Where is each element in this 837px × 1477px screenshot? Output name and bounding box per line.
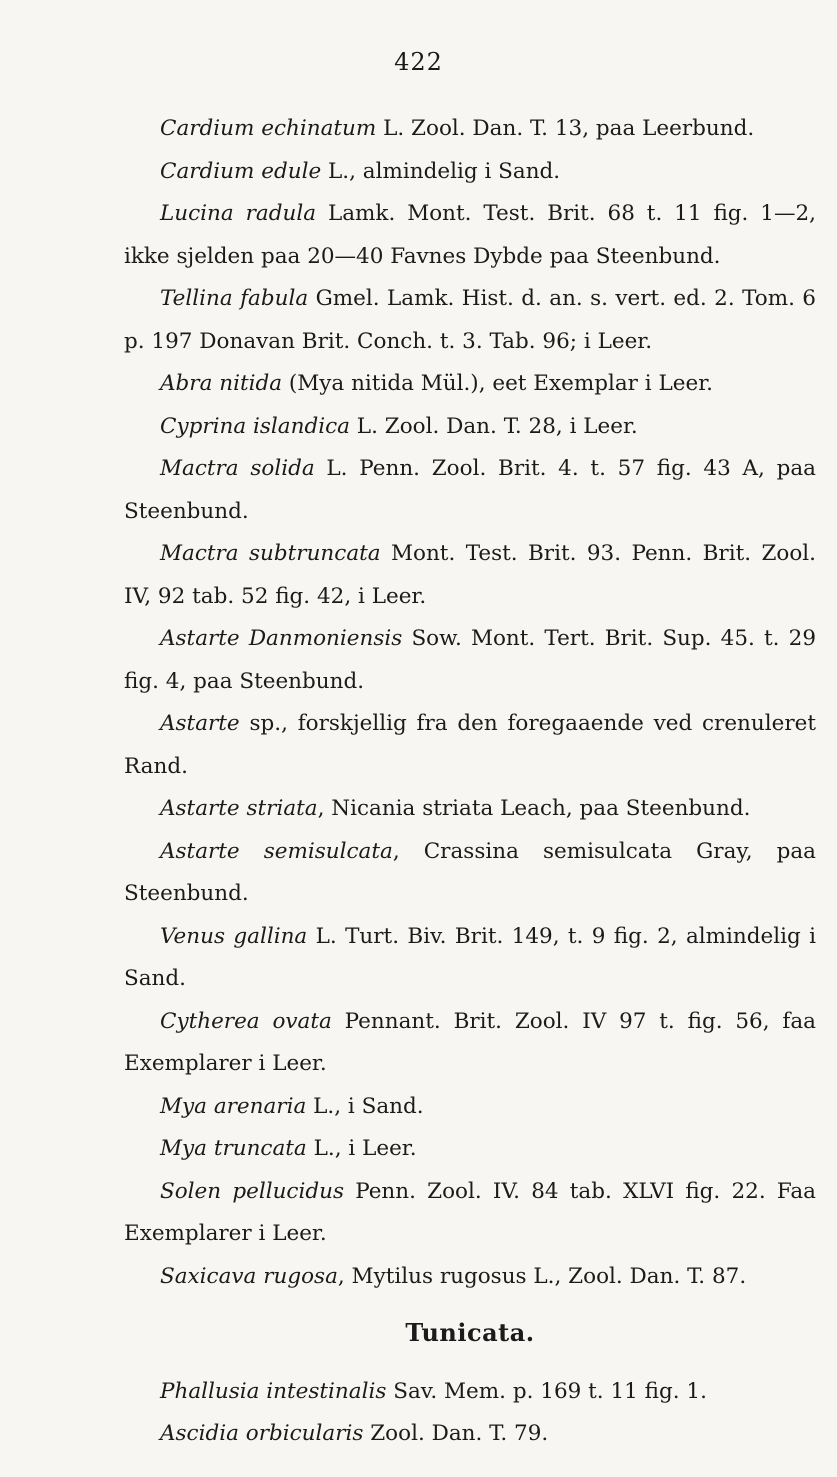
species-entry — [124, 916, 816, 1001]
entry-text: L., i Sand. — [306, 1093, 424, 1119]
species-entry — [124, 703, 816, 788]
species-name: Astarte striata — [160, 796, 318, 821]
species-entry — [124, 193, 816, 278]
species-name: Mya arenaria — [160, 1093, 307, 1119]
species-entry — [124, 1171, 816, 1256]
entry-text: L., almindelig i Sand. — [321, 158, 561, 184]
species-name: Phallusia intestinalis — [160, 1378, 387, 1404]
species-entry — [124, 533, 816, 618]
entry-text: L. Zool. Dan. T. 13, paa Leerbund. — [376, 116, 755, 141]
entry-text: , Crassina semisulcata Gray, paa Steenbund. — [124, 838, 816, 906]
species-entry — [124, 1086, 816, 1129]
entry-text: Pennant. Brit. Zool. IV 97 t. fig. 56, faa Exemplarer i Leer. — [124, 1008, 817, 1076]
species-entry — [124, 108, 816, 151]
species-name: Astarte Danmoniensis — [160, 626, 403, 651]
species-entry — [124, 618, 816, 703]
species-name: Cyprina islandica — [160, 413, 350, 439]
species-name: Ascidia orbicularis — [160, 1421, 364, 1446]
species-name: Abra nitida — [160, 371, 283, 396]
species-list-tunicata — [124, 1371, 816, 1456]
page-number: 422 — [394, 48, 443, 76]
species-entry — [124, 1001, 816, 1086]
species-entry — [124, 448, 816, 533]
species-name: Lucina radula — [160, 201, 317, 226]
species-entry — [124, 1128, 816, 1171]
species-name: Cardium edule — [160, 158, 322, 184]
species-name: Astarte — [160, 711, 240, 736]
entry-text: L. Turt. Biv. Brit. 149, t. 9 fig. 2, almindelig i Sand. — [124, 923, 816, 991]
species-name: Venus gallina — [160, 923, 308, 949]
species-name: Cytherea ovata — [160, 1008, 332, 1034]
species-name: Mactra solida — [160, 456, 315, 481]
species-name: Mactra subtruncata — [160, 541, 381, 566]
species-entry — [124, 1413, 816, 1456]
species-name: Tellina fabula — [160, 286, 309, 311]
species-name: Solen pellucidus — [160, 1178, 344, 1204]
species-entry — [124, 151, 816, 194]
species-name: Mya truncata — [160, 1136, 307, 1161]
entry-text: Sow. Mont. Tert. Brit. Sup. 45. t. 29 fig. 4, paa Steenbund. — [124, 626, 816, 694]
entry-text: L. Penn. Zool. Brit. 4. t. 57 fig. 43 A, paa Steenbund. — [124, 456, 817, 524]
species-entry — [124, 363, 816, 406]
entry-text: , Mytilus rugosus L., Zool. Dan. T. 87. — [337, 1263, 747, 1289]
section-heading: Tunicata. — [405, 1318, 535, 1347]
species-entry — [124, 1371, 816, 1414]
species-entry — [124, 1256, 816, 1299]
entry-text: Gmel. Lamk. Hist. d. an. s. vert. ed. 2. Tom. 6 p. 197 Donavan Brit. Conch. t. 3. Tab. 96; i Leer. — [124, 286, 816, 354]
entry-text: Penn. Zool. IV. 84 tab. XLVI fig. 22. Faa Exemplarer i Leer. — [124, 1178, 816, 1246]
species-entry — [124, 278, 816, 363]
species-entry — [124, 406, 816, 449]
page-body — [124, 108, 816, 1456]
entry-text: L. Zool. Dan. T. 28, i Leer. — [349, 413, 638, 439]
entry-text: Zool. Dan. T. 79. — [363, 1421, 549, 1446]
species-list-bivalves — [124, 108, 816, 1298]
species-entry — [124, 788, 816, 831]
species-name: Saxicava rugosa — [160, 1263, 338, 1289]
entry-text: Mont. Test. Brit. 93. Penn. Brit. Zool. IV, 92 tab. 52 fig. 42, i Leer. — [124, 541, 816, 609]
entry-text: Lamk. Mont. Test. Brit. 68 t. 11 fig. 1—2, ikke sjelden paa 20—40 Favnes Dybde paa Steenbund. — [124, 201, 816, 269]
entry-text: sp., forskjellig fra den foregaaende ved crenuleret Rand. — [124, 711, 816, 779]
species-name: Astarte semisulcata — [160, 838, 393, 864]
entry-text: (Mya nitida Mül.), eet Exemplar i Leer. — [282, 371, 713, 396]
entry-text: Sav. Mem. p. 169 t. 11 fig. 1. — [386, 1378, 707, 1404]
entry-text: , Nicania striata Leach, paa Steenbund. — [317, 796, 751, 821]
entry-text: L., i Leer. — [306, 1136, 417, 1161]
species-name: Cardium echinatum — [160, 116, 377, 141]
species-entry — [124, 831, 816, 916]
